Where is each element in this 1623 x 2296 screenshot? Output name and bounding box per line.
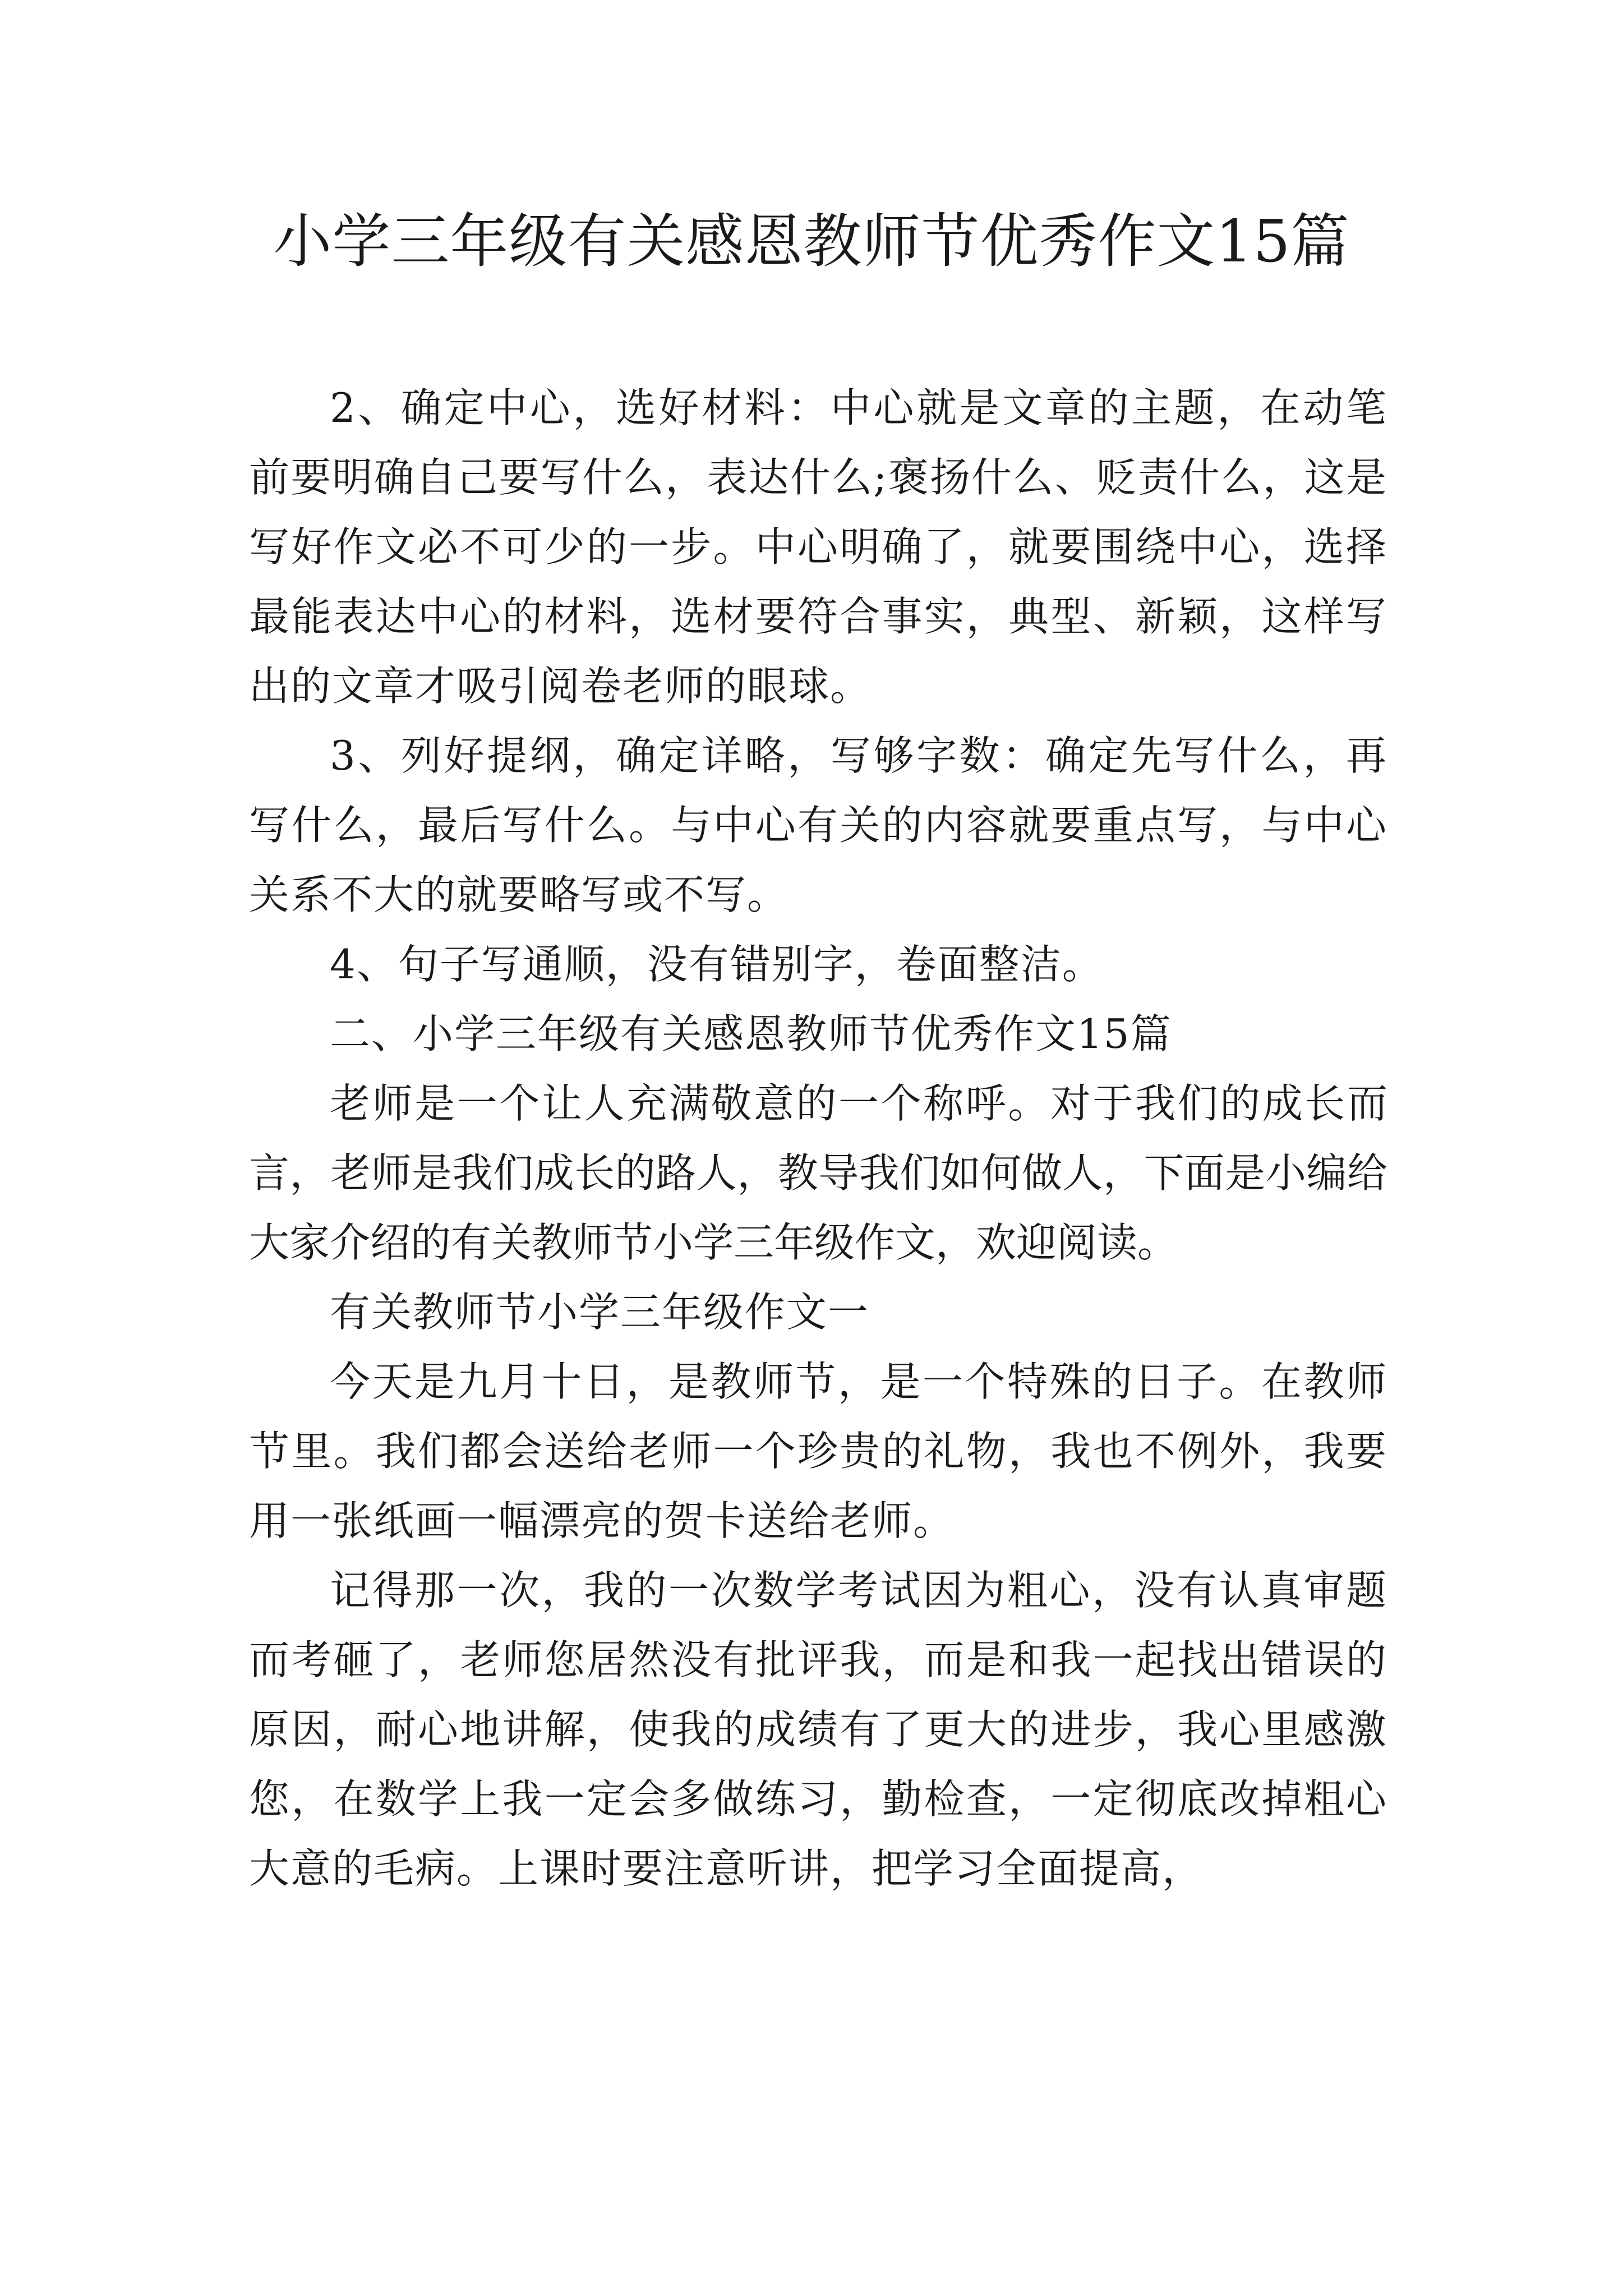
paragraph-teachers-day: 今天是九月十日，是教师节，是一个特殊的日子。在教师节里。我们都会送给老师一个珍贵的礼物，我也不例外，我要用一张纸画一幅漂亮的贺卡送给老师。 (249, 1358, 1387, 1544)
paragraph-outline: 3、列好提纲，确定详略，写够字数：确定先写什么，再写什么，最后写什么。与中心有关的内容就要重点写，与中心关系不大的就要略写或不写。 (249, 732, 1387, 918)
paragraph-choose-center: 2、确定中心，选好材料：中心就是文章的主题，在动笔前要明确自己要写什么，表达什么;褒扬什么、贬责什么，这是写好作文必不可少的一步。中心明确了，就要围绕中心，选择最能表达中心的材料，选材要符合事实，典型、新颖，这样写出的文章才吸引阅卷老师的眼球。 (249, 384, 1387, 710)
paragraph-sentences: 4、句子写通顺，没有错别字，卷面整洁。 (330, 941, 1104, 988)
paragraph-memory: 记得那一次，我的一次数学考试因为粗心，没有认真审题而考砸了，老师您居然没有批评我，而是和我一起找出错误的原因，耐心地讲解，使我的成绩有了更大的进步，我心里感激您，在数学上我一定会多做练习，勤检查，一定彻底改掉粗心大意的毛病。上课时要注意听讲，把学习全面提高， (249, 1567, 1387, 1892)
essay-heading: 有关教师节小学三年级作文一 (330, 1289, 870, 1336)
document-body (249, 373, 1387, 1903)
section-heading: 二、小学三年级有关感恩教师节优秀作文15篇 (330, 1010, 1172, 1057)
paragraph-intro: 老师是一个让人充满敬意的一个称呼。对于我们的成长而言，老师是我们成长的路人，教导我们如何做人，下面是小编给大家介绍的有关教师节小学三年级作文，欢迎阅读。 (249, 1080, 1387, 1266)
document-title: 小学三年级有关感恩教师节优秀作文15篇 (273, 207, 1350, 275)
